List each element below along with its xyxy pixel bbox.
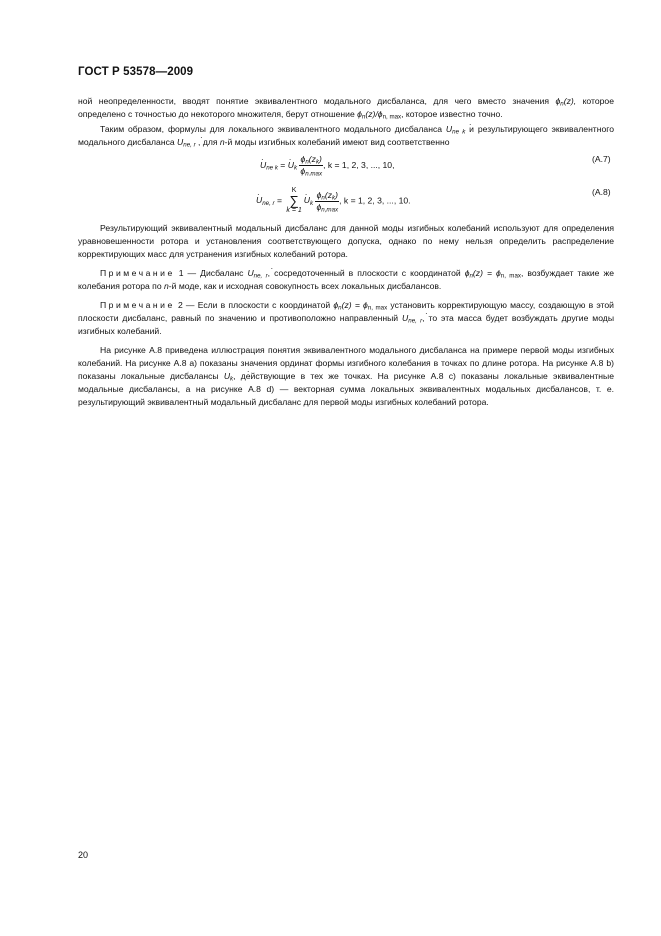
formula-a7-denominator: $\phi_{n.max}$: [300, 166, 323, 178]
formula-a7-equals: =: [277, 159, 288, 170]
formula-a7: [260, 154, 394, 177]
text-block-bottom: [78, 222, 614, 409]
note-2: Примечание 2 — Если в плоскости с координатой $\phi_n(z) = \phi_{n, max}$ установить корректирующую массу, создающую в этой плоскости дисбаланс, равный по значению и противоположно направленный · $U_{nе, r}$, то эта масса будет возбуждать другие моды изгибных колебаний.: [78, 299, 614, 338]
u-subscript-local: nе k: [452, 128, 466, 136]
formula-a8-tail: , k = 1, 2, 3, ..., 10.: [339, 195, 411, 206]
paragraph-2-text-d: -й моды изгибных колебаний имеют вид соответственно: [224, 137, 450, 147]
paragraph-1-text-c: , которое известно точно.: [401, 109, 503, 119]
note-2-text-b: (z) =: [341, 300, 364, 310]
u-subscript-result: nе, r: [253, 272, 268, 280]
note-1-label: Примечание: [100, 268, 175, 278]
u-symbol: · U: [402, 313, 408, 323]
note-1-text-c: (z) =: [472, 268, 496, 278]
formula-a8-lhs-sub: nе, r: [262, 199, 275, 207]
text-block-top: [78, 95, 614, 149]
paragraph-1: ной неопределенности, вводят понятие эквивалентного модального дисбаланса, для чего вместо значения $\phi_n(z)$, которое определено с точностью до некоторого множителя, берут отношение $\phi_n(z)/\phi_{n, max}$, которое известно точно.: [78, 96, 614, 121]
phi-max-subscript: n, max: [382, 113, 402, 121]
phi-symbol: ϕ: [357, 109, 362, 119]
paragraph-2-text-a: Таким образом, формулы для локального эквивалентного модального дисбаланса: [100, 124, 446, 134]
note-2-text-c: установить корректирующую массу, создающую в этой плоскости дисбаланс, равный по значению и противоположно направленный: [78, 300, 614, 323]
u-symbol: · U: [177, 137, 183, 147]
phi-subscript: n: [361, 113, 366, 121]
paragraph-4: [78, 344, 614, 409]
note-1-text-b: , сосредоточенный в плоскости с координатой: [267, 268, 465, 278]
phi-subscript: n: [560, 100, 564, 108]
formula-a8: [256, 187, 411, 215]
paragraph-2-text-c: , для: [195, 137, 220, 147]
paragraph-1-text-b: которое определено с точностью до некоторого множителя, берут отношение: [78, 96, 614, 119]
note-1-text-d: , возбуждает такие же колебания ротора по: [78, 268, 614, 291]
paragraph-3: Результирующий эквивалентный модальный дисбаланс для данной моды изгибных колебаний используют для определения уравновешенности ротора и установления соответствующего допуска, однако по нему нельзя определить распределение корректирующих масс для устранения изгибных колебаний ротора.: [78, 223, 614, 259]
phi-symbol: ϕ: [377, 109, 383, 119]
note-1-text-a: 1 — Дисбаланс: [174, 268, 248, 278]
formula-a8-rhs-sub: k: [310, 199, 314, 207]
formula-a8-number: (А.8): [592, 187, 611, 197]
formula-a8-rhs-u: · U: [304, 195, 310, 205]
document-header: ГОСТ Р 53578—2009: [78, 66, 194, 78]
sum-lower-limit: k = 1: [286, 207, 302, 214]
note-2-text-d: , то эта масса будет возбуждать другие моды изгибных колебаний.: [78, 313, 614, 336]
formula-a7-rhs-u: · U: [288, 160, 294, 170]
mode-index: n: [164, 281, 169, 291]
formula-a7-number: (А.7): [592, 154, 611, 164]
phi-symbol: ϕ: [555, 96, 561, 106]
formula-a7-fraction: [299, 154, 323, 177]
formula-a8-sum: [286, 187, 301, 215]
sum-sign: ∑: [289, 193, 299, 208]
formula-a7-numerator: $\phi_n(z_k)$: [300, 154, 322, 166]
formula-a8-equals: =: [274, 195, 285, 206]
formula-a7-lhs-u: · U: [260, 160, 266, 170]
mode-index: n: [219, 137, 225, 147]
u-subscript-result: nе, r: [183, 141, 196, 149]
formula-a8-denominator: $\phi_{n,max}$: [316, 201, 339, 213]
note-2-label: Примечание: [100, 300, 175, 310]
paragraph-2-text-b: и результирующего эквивалентного модального дисбаланса: [78, 124, 614, 147]
formula-a8-lhs-u: · U: [256, 195, 262, 205]
u-symbol: · U: [247, 268, 253, 278]
formula-a7-lhs-sub: nе k: [266, 164, 278, 172]
u-symbol: · U: [224, 371, 230, 381]
formula-a7-rhs-sub: k: [293, 164, 298, 172]
sum-upper-limit: K: [291, 187, 297, 194]
page-number: 20: [78, 850, 89, 860]
note-1: Примечание 1 — Дисбаланс · $U_{nе, r}$, сосредоточенный в плоскости с координатой $\phi_n(z) = \phi_{n, max}$, возбуждает такие же колебания ротора по n-й моде, как и исходная совокупность всех локальных дисбалансов.: [78, 267, 614, 293]
formula-a8-numerator: $\phi_n(z_k)$: [316, 189, 338, 201]
u-subscript-k: k: [230, 375, 234, 383]
paragraph-2: [78, 123, 614, 149]
paragraph-1-text-a: ной неопределенности, вводят понятие эквивалентного модального дисбаланса, для чего вместо значения: [78, 96, 556, 106]
formula-a8-fraction: [315, 190, 339, 213]
formula-a7-tail: , k = 1, 2, 3, ..., 10,: [323, 159, 395, 170]
note-1-text-e: -й моде, как и исходная совокупность всех локальных дисбалансов.: [168, 281, 442, 291]
u-subscript-result: nе, r: [408, 317, 423, 325]
paragraph-1-z: (z),: [563, 96, 577, 106]
paragraph-4-text-a: На рисунке А.8 приведена иллюстрация понятия эквивалентного модального дисбаланса на примере первой моды изгибных колебаний. На рисунке А.8 а) показаны значения ординат формы изгибного колебания в точках по длине ротора. На рисунке А.8 b) показаны локальные дисбалансы: [78, 345, 614, 381]
note-2-text-a: 2 — Если в плоскости с координатой: [174, 300, 334, 310]
u-symbol: · U: [446, 124, 452, 134]
paragraph-4-text-b: , действующие в тех же точках. На рисунке А.8 с) показаны локальные эквивалентные модальные дисбалансы, а на рисунке А.8 d) — векторная сумма локальных эквивалентных модальных дисбалансов, т. е. результирующий эквивалентный модальный дисбаланс для первой моды изгибных колебаний ротора.: [78, 371, 614, 407]
